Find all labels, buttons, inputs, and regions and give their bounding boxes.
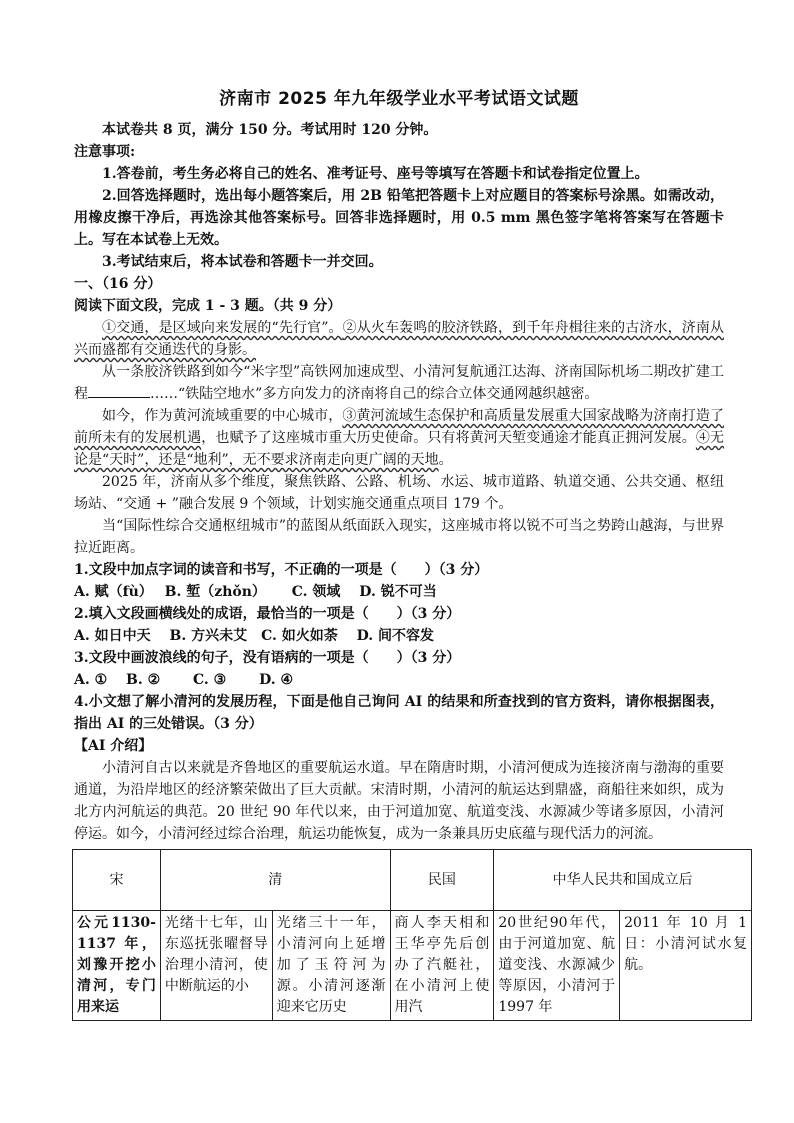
passage-paragraph — [74, 361, 724, 405]
table-cell: 光绪三十一年，小清河向上延增加了玉符河为源。小清河逐渐迎来它历史 — [272, 911, 390, 1021]
table-cell: 光绪十七年，山东巡抚张曜督导治理小清河，使中断航运的小 — [160, 911, 272, 1021]
note-item: 1.答卷前，考生务必将自己的姓名、准考证号、座号等填写在答题卡和试卷指定位置上。 — [102, 166, 649, 182]
notes-heading: 注意事项: — [74, 144, 136, 160]
note-item: 2.回答选择题时，选出每小题答案后，用 2B 铅笔把答题卡上对应题目的答案标号涂黑。如需改动，用橡皮擦干净后，再选涂其他答案标号。回答非选择题时，用 0.5 mm 黑色签字笔将答案写在答题卡上。写在本试卷上无效。 — [74, 188, 724, 248]
wavy-sentence-4: ④无论是“天时”，还是“地利”，无不要求济南走向更广阔的天地 — [74, 430, 725, 468]
exam-title: 济南市 2025 年九年级学业水平考试语文试题 — [219, 89, 579, 109]
table-cell: 2011 年 10 月 1 日：小清河试水复航。 — [620, 911, 752, 1021]
passage-text: 如今，作为黄河流域重要的中心城市， — [102, 408, 343, 424]
table-cell: 商人李天相和王华亭先后创办了汽艇社，在小清河上使用汽 — [390, 911, 494, 1021]
wavy-sentence-1: ①交通，是区域向来发展的“先行官”。 — [102, 320, 343, 336]
passage-paragraph: 2025 年，济南从多个维度，聚焦铁路、公路、机场、水运、城市道路、轨道交通、公共交通、枢纽场站、“交通 + ”融合发展 9 个领域，计划实施交通重点项目 179 个。 — [74, 474, 724, 512]
table-header-prc: 中华人民共和国成立后 — [494, 850, 752, 911]
table-header-song: 宋 — [73, 850, 161, 911]
wavy-sentence-3: ③黄河流域生态保护和高质量发展重大国家战略为济南打造了前所未有的发展机遇 — [74, 408, 725, 446]
passage-text: ……“铁陆空地水”多方向发力的济南将自己的综合立体交通网越织越密。 — [150, 386, 599, 402]
question-2-options: A. 如日中天 B. 方兴未艾 C. 如火如荼 D. 间不容发 — [74, 628, 434, 644]
river-history-table — [72, 849, 752, 1021]
passage-text: 从一条胶济铁路到如今“米字型”高铁网加速成型、小清河复航通江达海、济南国际机场二期改扩建工程 — [74, 364, 724, 402]
ai-text: 小清河自古以来就是齐鲁地区的重要航运水道。早在隋唐时期，小清河便成为连接济南与渤海的重要通道，为沿岸地区的经济繁荣做出了巨大贡献。宋清时期，小清河的航运达到鼎盛，商船往来如织，成为北方内河航运的典范。20 世纪 90 年代以来，由于河道加宽、航道变浅、水源减少等诸多原因，小清河停运。如今，小清河经过综合治理，航运功能恢复，成为一条兼具历史底蕴与现代活力的河流。 — [74, 760, 724, 842]
reading-instruction: 阅读下面文段，完成 1 - 3 题。（共 9 分） — [74, 298, 342, 314]
exam-page — [74, 84, 747, 1021]
question-3: 3.文段中画波浪线的句子，没有语病的一项是（ ）（3 分） — [74, 650, 461, 666]
passage-paragraph: 当“国际性综合交通枢纽城市”的蓝图从纸面跃入现实，这座城市将以锐不可当之势跨山越海，与世界拉近距离。 — [74, 518, 724, 556]
question-3-options: A. ① B. ② C. ③ D. ④ — [74, 672, 294, 688]
passage-paragraph — [74, 317, 724, 361]
wavy-sentence-2: ②从火车轰鸣的胶济铁路，到千年舟楫往来的古济水，济南从兴而盛都有交通迭代的身影。 — [74, 320, 724, 358]
ai-heading: 【AI 介绍】 — [74, 738, 153, 754]
passage-text: 。 — [438, 452, 453, 468]
note-item: 3.考试结束后，将本试卷和答题卡一并交回。 — [102, 254, 383, 270]
table-cell: 公元1130-1137 年，刘豫开挖小清河，专门用来运 — [73, 911, 161, 1021]
question-4: 4.小文想了解小清河的发展历程，下面是他自己询问 AI 的结果和所查找到的官方资料，请你根据图表，指出 AI 的三处错误。（3 分） — [74, 694, 724, 732]
exam-intro: 本试卷共 8 页，满分 150 分。考试用时 120 分钟。 — [102, 122, 438, 138]
fill-blank — [88, 383, 150, 398]
question-1: 1.文段中加点字词的读音和书写，不正确的一项是（ ）（3 分） — [74, 562, 489, 578]
question-2: 2.填入文段画横线处的成语，最恰当的一项是（ ）（3 分） — [74, 606, 461, 622]
table-header-minguo: 民国 — [390, 850, 494, 911]
section-heading: 一、（16 分） — [74, 276, 162, 292]
passage-text: ，也赋予了这座城市重大历史使命。只有将黄河天堑变通途才能真正拥河发展。 — [201, 430, 696, 446]
table-cell: 20世纪90年代，由于河道加宽、航道变浅、水源减少等原因，小清河于 1997 年 — [494, 911, 620, 1021]
table-header-qing: 清 — [160, 850, 390, 911]
question-1-options: A. 赋（fù） B. 堑（zhǒn） C. 领域 D. 锐不可当 — [74, 584, 437, 600]
passage-paragraph — [74, 405, 724, 471]
